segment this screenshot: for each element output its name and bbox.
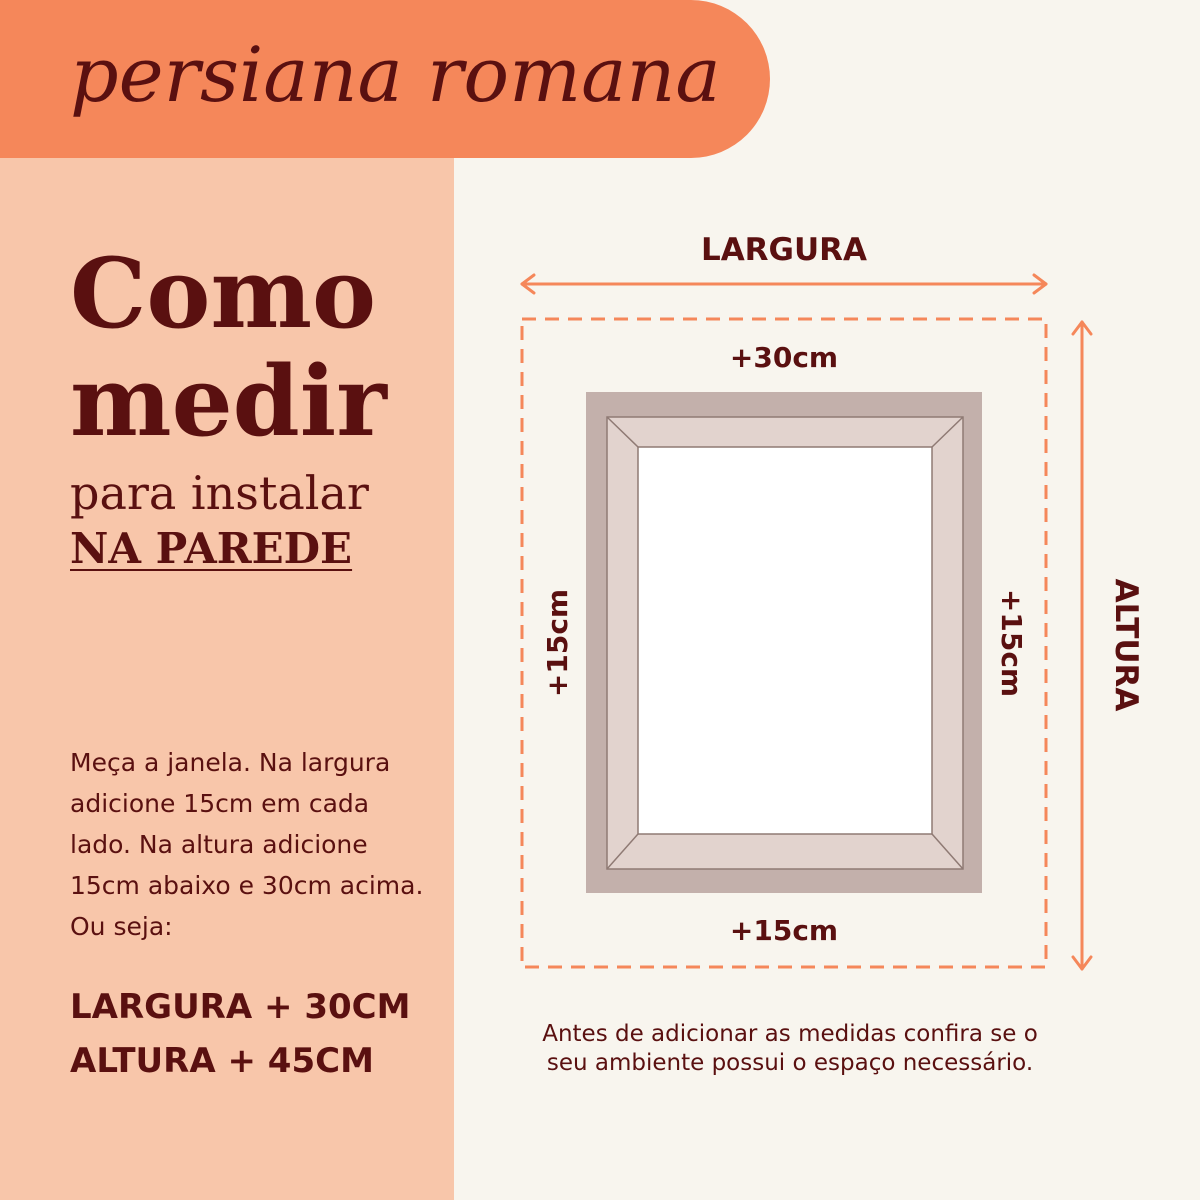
margin-left-label: +15cm bbox=[541, 588, 574, 698]
page-heading bbox=[70, 237, 387, 458]
heading-line-1: Como bbox=[70, 237, 377, 350]
formula-height: ALTURA + 45CM bbox=[70, 1041, 374, 1081]
banner-title: persiana romana bbox=[70, 30, 721, 119]
margin-right-label: +15cm bbox=[995, 588, 1028, 698]
subheading-emphasis: NA PAREDE bbox=[70, 524, 353, 573]
margin-bottom-label: +15cm bbox=[729, 914, 839, 947]
window-frame bbox=[586, 392, 982, 893]
instructions-text: Meça a janela. Na largura adicione 15cm em cada lado. Na altura adicione 15cm abaixo e 30cm acima. Ou seja: bbox=[70, 748, 424, 941]
note-line-1: Antes de adicionar as medidas confira se o bbox=[542, 1021, 1038, 1047]
formula-width: LARGURA + 30CM bbox=[70, 987, 411, 1027]
window-glass bbox=[638, 447, 932, 834]
title-banner bbox=[0, 0, 770, 158]
width-arrow bbox=[522, 275, 1046, 293]
subheading-line-1: para instalar bbox=[70, 466, 369, 520]
space-note bbox=[470, 1020, 1110, 1078]
width-label: LARGURA bbox=[700, 232, 868, 268]
height-label: ALTURA bbox=[1108, 578, 1144, 712]
note-line-2: seu ambiente possui o espaço necessário. bbox=[546, 1050, 1034, 1076]
formula bbox=[70, 980, 410, 1088]
heading-line-2: medir bbox=[70, 345, 387, 458]
subheading bbox=[70, 466, 369, 576]
margin-top-label: +30cm bbox=[729, 341, 839, 374]
height-arrow bbox=[1073, 322, 1091, 969]
